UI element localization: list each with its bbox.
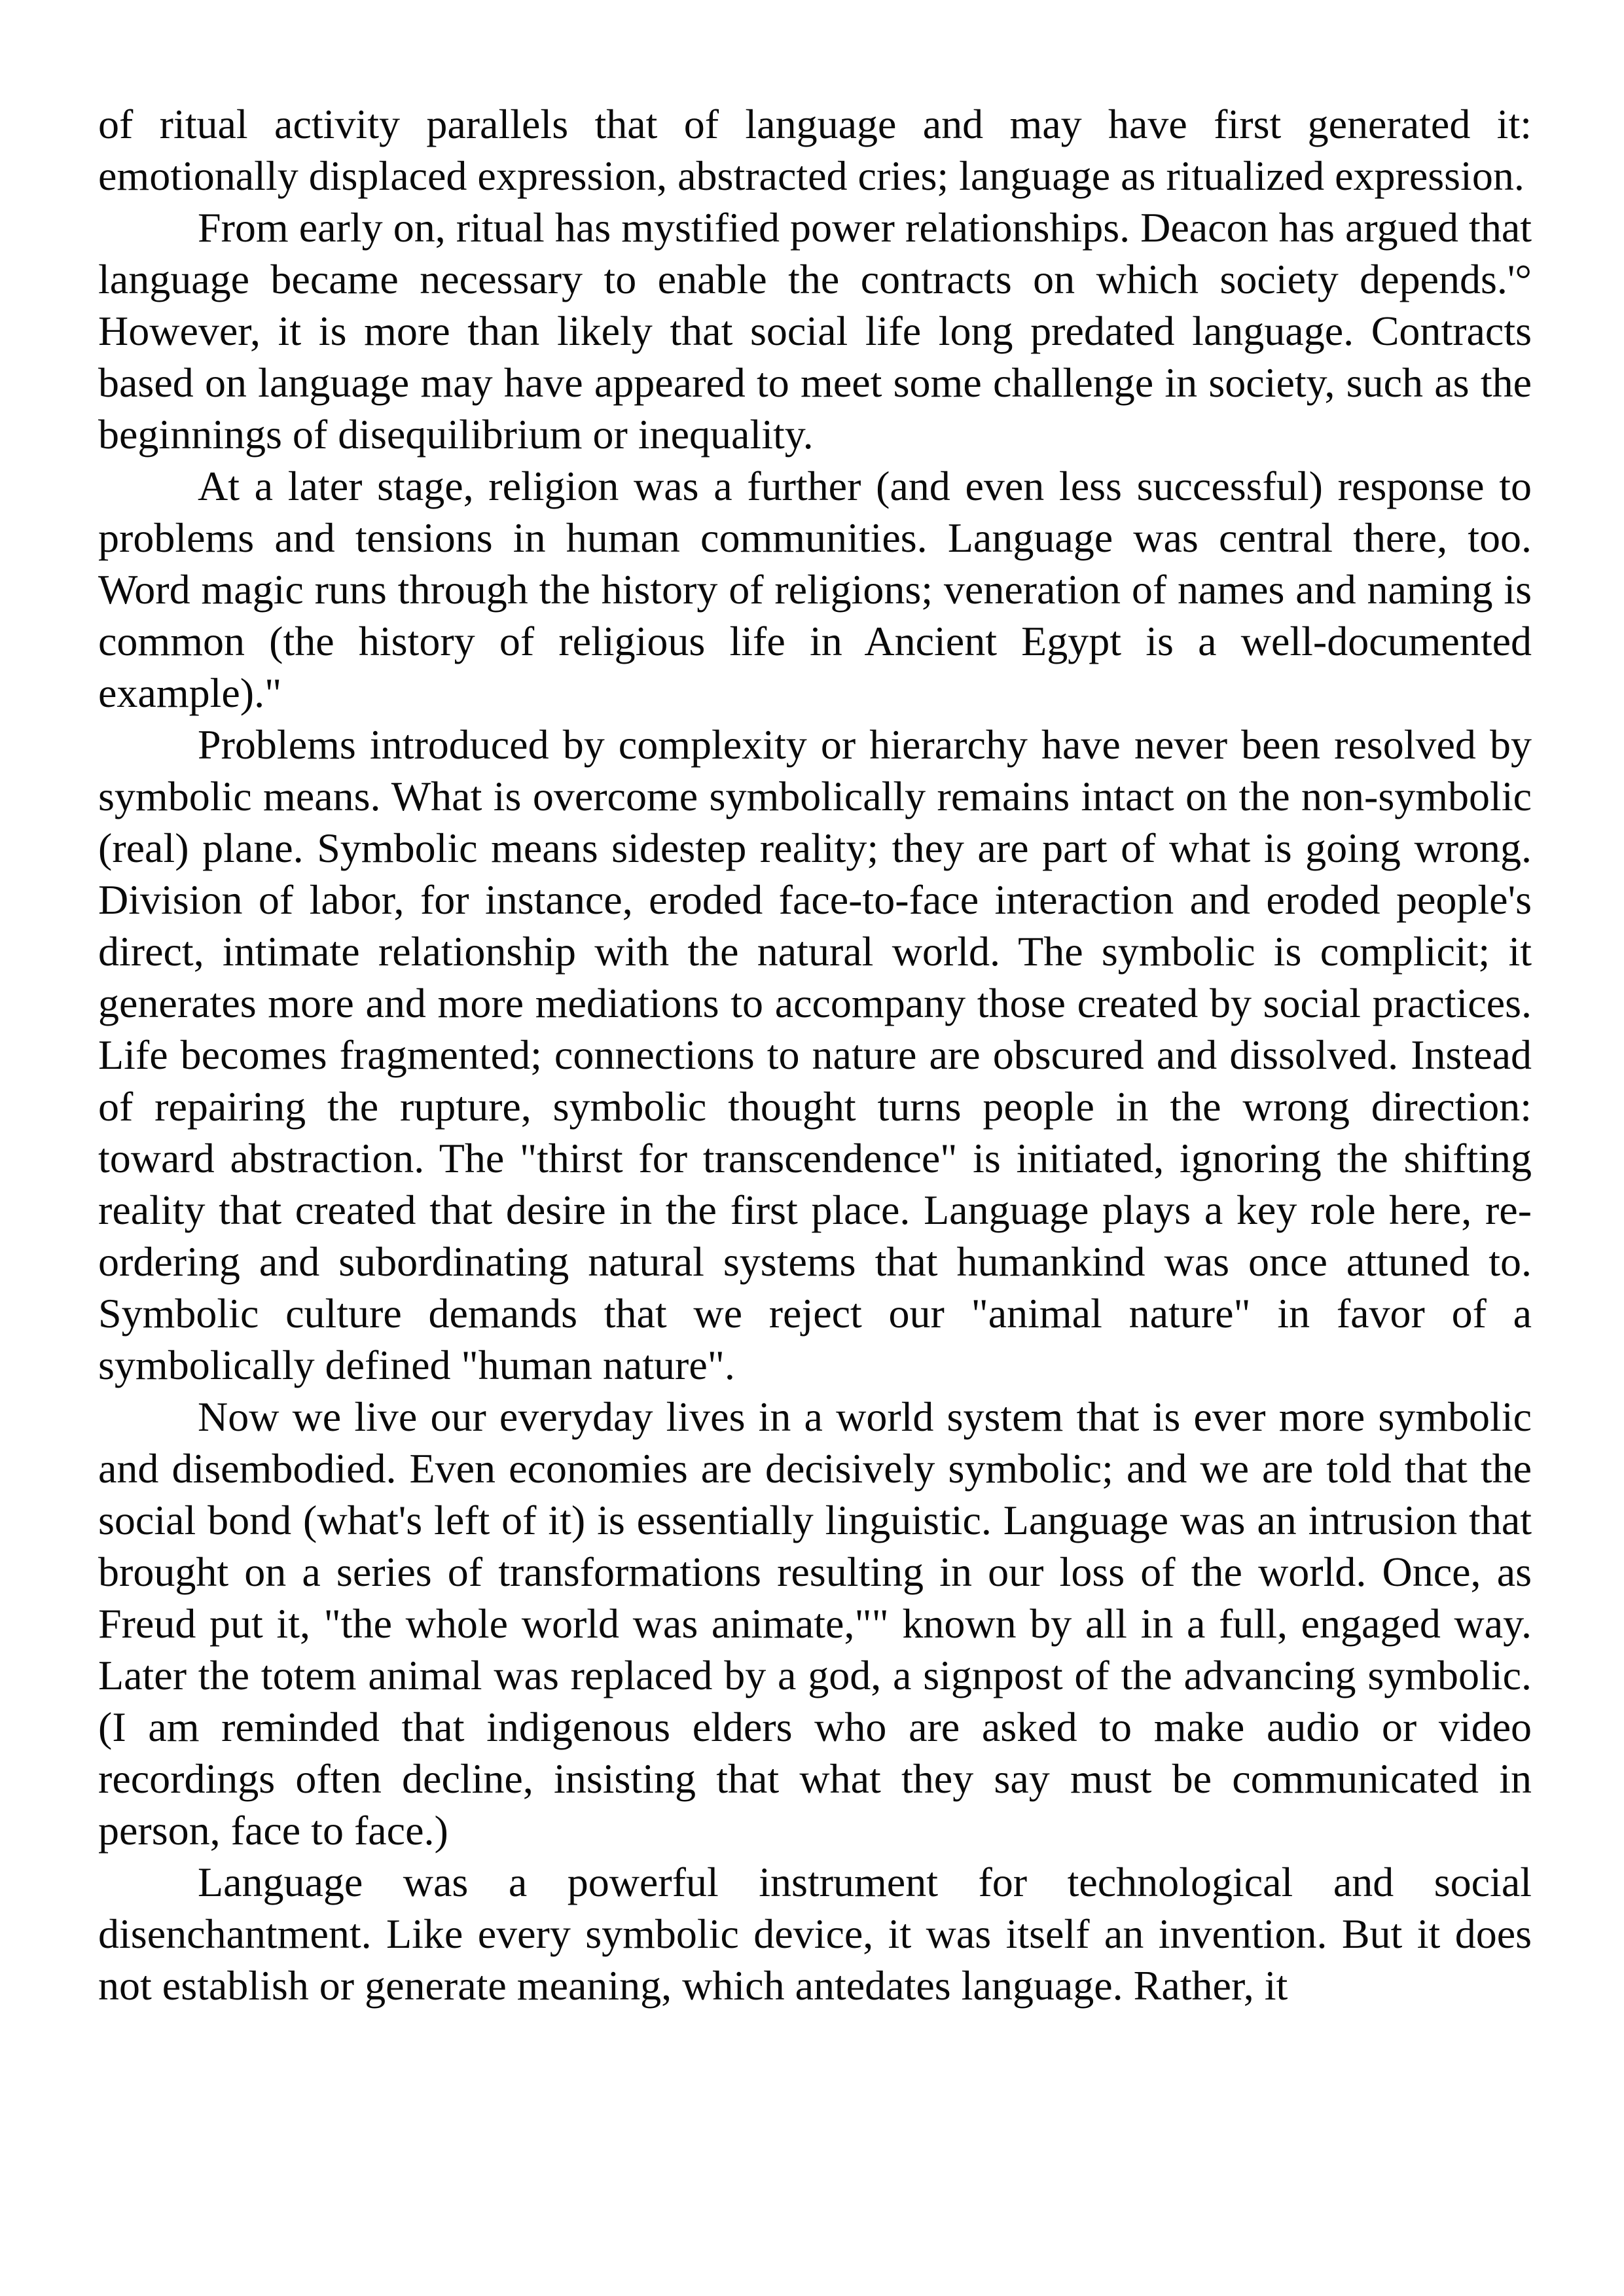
document-page [98,98,1532,2011]
paragraph-symbolic-means: Problems introduced by complexity or hierarchy have never been resolved by symbolic means. What is overcome symbolically remains intact on the non-symbolic (real) plane. Symbolic means sidestep reality; they are part of what is going wrong. Division of labor, for instance, eroded face-to-face interaction and eroded people's direct, intimate relationship with the natural world. The symbolic is complicit; it generates more and more mediations to accompany those created by social practices. Life becomes fragmented; connections to nature are obscured and dissolved. Instead of repairing the rupture, symbolic thought turns people in the wrong direction: toward abstraction. The "thirst for transcendence" is initiated, ignoring the shifting reality that created that desire in the first place. Language plays a key role here, re-ordering and subordinating natural systems that humankind was once attuned to. Symbolic culture demands that we reject our "animal nature" in favor of a symbolically defined "human nature". [98,721,1532,1388]
paragraph-continued: of ritual activity parallels that of language and may have first generated it: emotionally displaced expression, abstracted cries; language as ritualized expression. [98,101,1532,199]
paragraph-disenchantment: Language was a powerful instrument for technological and social disenchantment. Like every symbolic device, it was itself an invention. But it does not establish or generate meaning, which antedates language. Rather, it [98,1859,1532,2009]
paragraph-religion: At a later stage, religion was a further (and even less successful) response to problems and tensions in human communities. Language was central there, too. Word magic runs through the history of religions; veneration of names and naming is common (the history of religious life in Ancient Egypt is a well-documented example)." [98,463,1532,716]
paragraph-world-system: Now we live our everyday lives in a world system that is ever more symbolic and disembodied. Even economies are decisively symbolic; and we are told that the social bond (what's left of it) is essentially linguistic. Language was an intrusion that brought on a series of transformations resulting in our loss of the world. Once, as Freud put it, "the whole world was animate,"" known by all in a full, engaged way. Later the totem animal was replaced by a god, a signpost of the advancing symbolic. (I am reminded that indigenous elders who are asked to make audio or video recordings often decline, insisting that what they say must be communicated in person, face to face.) [98,1393,1532,1854]
paragraph-ritual-power: From early on, ritual has mystified power relationships. Deacon has argued that language became necessary to enable the contracts on which society depends.'° However, it is more than likely that social life long predated language. Contracts based on language may have appeared to meet some challenge in society, such as the beginnings of disequilibrium or inequality. [98,204,1532,457]
